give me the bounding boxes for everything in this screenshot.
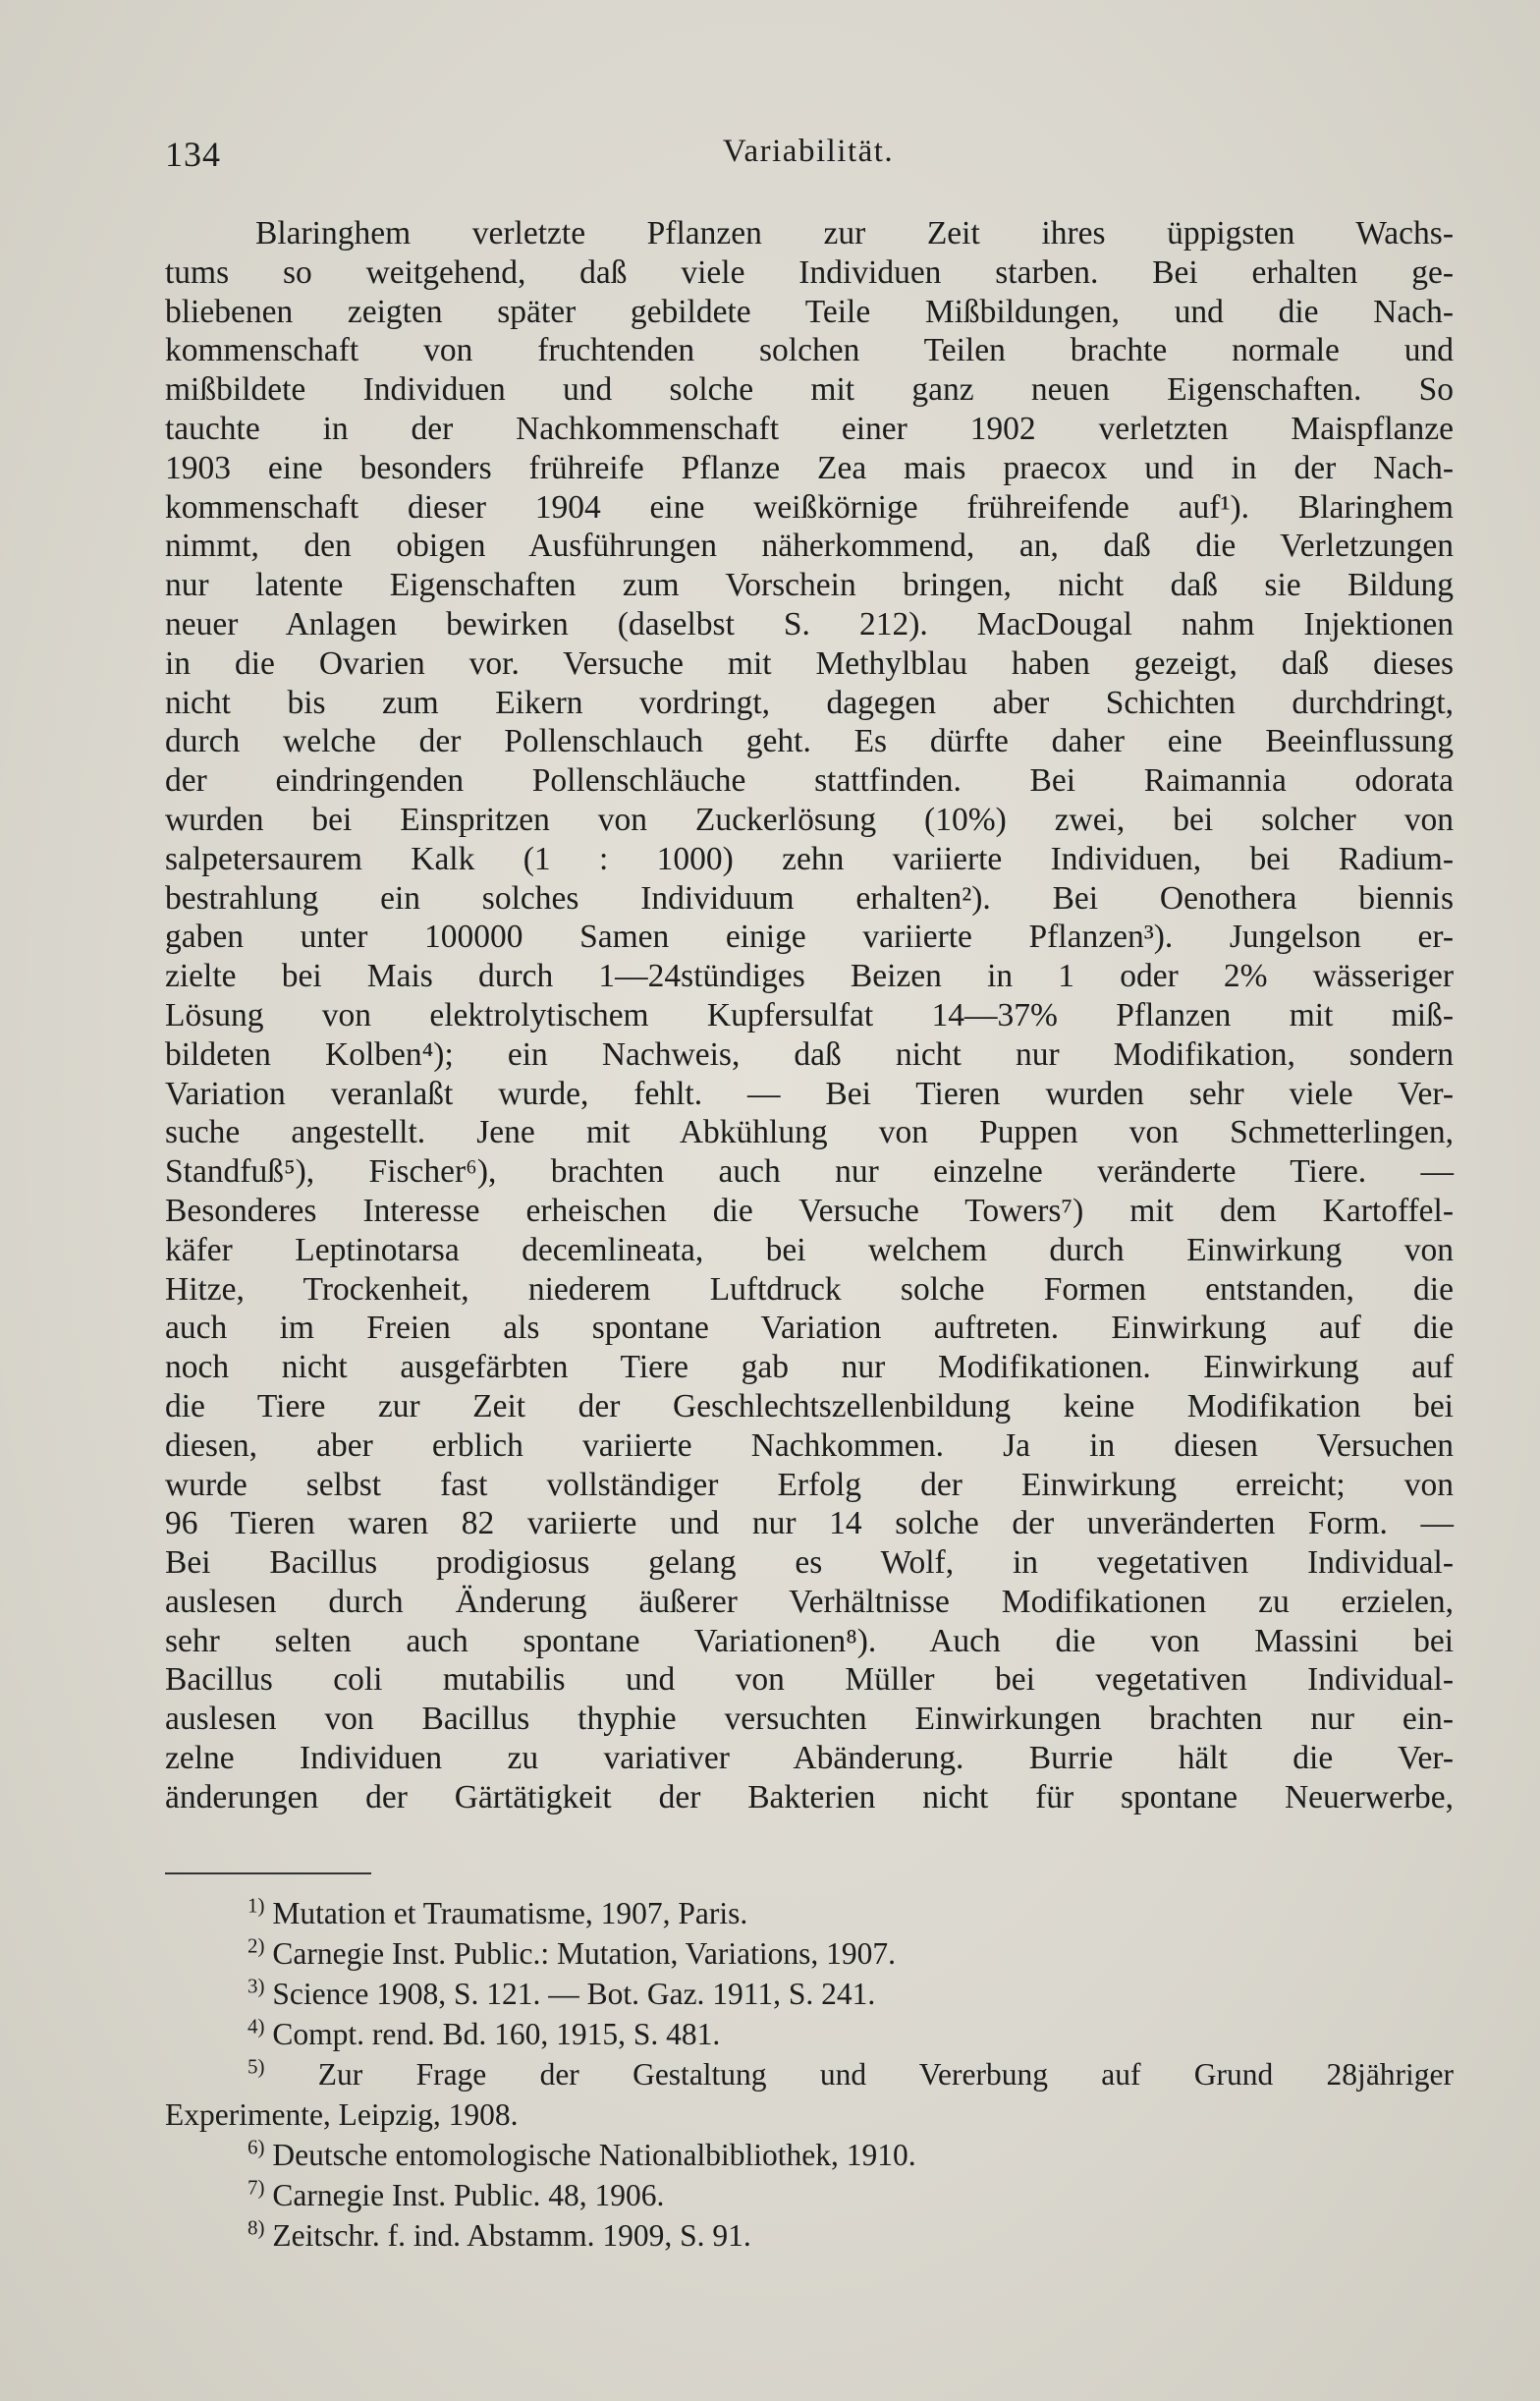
- text-line: Besonderes Interesse erheischen die Versuche Towers⁷) mit dem Kartoffel-: [165, 1192, 1454, 1229]
- footnote-5: [165, 2054, 1454, 2094]
- text-line: noch nicht ausgefärbten Tiere gab nur Modifikationen. Einwirkung auf: [165, 1349, 1454, 1386]
- footnote-text: Science 1908, S. 121. — Bot. Gaz. 1911, S. 241.: [272, 1977, 876, 2011]
- footnote-marker: 7): [248, 2175, 265, 2200]
- footnote-divider: [165, 1872, 371, 1874]
- footnote-text: Deutsche entomologische Nationalbibliothek, 1910.: [272, 2138, 916, 2172]
- text-line: bildeten Kolben⁴); ein Nachweis, daß nicht nur Modifikation, sondern: [165, 1035, 1454, 1073]
- footnote-text: Mutation et Traumatisme, 1907, Paris.: [272, 1896, 748, 1930]
- text-line: der eindringenden Pollenschläuche stattfinden. Bei Raimannia odorata: [165, 762, 1454, 800]
- footnote-marker: 4): [248, 2014, 265, 2038]
- footnote-marker: 3): [248, 1974, 265, 1998]
- text-line: wurde selbst fast vollständiger Erfolg der Einwirkung erreicht; von: [165, 1466, 1454, 1503]
- footnote-marker: 5): [248, 2054, 265, 2079]
- text-line: zielte bei Mais durch 1—24stündiges Beizen in 1 oder 2% wässeriger: [165, 958, 1454, 995]
- text-line: Lösung von elektrolytischem Kupfersulfat 14—37% Pflanzen mit miß-: [165, 996, 1454, 1033]
- text-line: kommenschaft von fruchtenden solchen Teilen brachte normale und: [165, 332, 1454, 369]
- text-line: auslesen von Bacillus thyphie versuchten Einwirkungen brachten nur ein-: [165, 1701, 1454, 1738]
- text-line: Blaringhem verletzte Pflanzen zur Zeit ihres üppigsten Wachs-: [255, 215, 1454, 251]
- text-line: auch im Freien als spontane Variation auftreten. Einwirkung auf die: [165, 1310, 1454, 1347]
- text-line: 1903 eine besonders frühreife Pflanze Zea mais praecox und in der Nach-: [165, 449, 1454, 486]
- footnote-7: [165, 2175, 1454, 2215]
- text-line: Hitze, Trockenheit, niederem Luftdruck solche Formen entstanden, die: [165, 1270, 1454, 1308]
- footnote-text: Experimente, Leipzig, 1908.: [165, 2097, 519, 2132]
- footnote-text: Carnegie Inst. Public.: Mutation, Variations, 1907.: [272, 1936, 896, 1971]
- text-line: Bacillus coli mutabilis und von Müller bei vegetativen Individual-: [165, 1661, 1454, 1699]
- footnote-text: Compt. rend. Bd. 160, 1915, S. 481.: [272, 2017, 721, 2051]
- text-line: suche angestellt. Jene mit Abkühlung von Puppen von Schmetterlingen,: [165, 1114, 1454, 1151]
- body-text: [165, 214, 1454, 1817]
- footnote-text: Zeitschr. f. ind. Abstamm. 1909, S. 91.: [272, 2218, 751, 2253]
- text-line: wurden bei Einspritzen von Zuckerlösung (10%) zwei, bei solcher von: [165, 801, 1454, 838]
- text-line: salpetersaurem Kalk (1 : 1000) zehn variierte Individuen, bei Radium-: [165, 840, 1454, 877]
- footnote-4: [165, 2014, 1454, 2054]
- footnote-marker: 8): [248, 2215, 265, 2240]
- text-line: mißbildete Individuen und solche mit ganz neuen Eigenschaften. So: [165, 371, 1454, 409]
- footnote-6: [165, 2135, 1454, 2175]
- text-line: auslesen durch Änderung äußerer Verhältnisse Modifikationen zu erzielen,: [165, 1583, 1454, 1620]
- text-line: Bei Bacillus prodigiosus gelang es Wolf, in vegetativen Individual-: [165, 1544, 1454, 1582]
- page-header: [165, 134, 1452, 183]
- text-line: tauchte in der Nachkommenschaft einer 1902 verletzten Maispflanze: [165, 410, 1454, 447]
- running-title: Variabilität.: [722, 134, 895, 169]
- footnote-3: [165, 1974, 1454, 2014]
- text-line: 96 Tieren waren 82 variierte und nur 14 solche der unveränderten Form. —: [165, 1505, 1454, 1542]
- text-line: sehr selten auch spontane Variationen⁸). Auch die von Massini bei: [165, 1622, 1454, 1659]
- page-number: 134: [165, 135, 221, 174]
- text-line: käfer Leptinotarsa decemlineata, bei welchem durch Einwirkung von: [165, 1231, 1454, 1268]
- footnote-2: [165, 1933, 1454, 1974]
- footnote-5-continuation: [165, 2094, 1454, 2135]
- text-line: zelne Individuen zu variativer Abänderung. Burrie hält die Ver-: [165, 1740, 1454, 1777]
- text-line: in die Ovarien vor. Versuche mit Methylblau haben gezeigt, daß dieses: [165, 644, 1454, 682]
- text-line: gaben unter 100000 Samen einige variierte Pflanzen³). Jungelson er-: [165, 919, 1454, 956]
- text-line: kommenschaft dieser 1904 eine weißkörnige frühreifende auf¹). Blaringhem: [165, 488, 1454, 526]
- footnotes: [165, 1893, 1454, 2256]
- text-line: bestrahlung ein solches Individuum erhalten²). Bei Oenothera biennis: [165, 879, 1454, 917]
- text-line: tums so weitgehend, daß viele Individuen starben. Bei erhalten ge-: [165, 253, 1454, 291]
- footnote-text: Zur Frage der Gestaltung und Vererbung auf Grund 28jähriger: [317, 2057, 1455, 2092]
- text-line: Standfuß⁵), Fischer⁶), brachten auch nur einzelne veränderte Tiere. —: [165, 1153, 1454, 1191]
- footnote-8: [165, 2215, 1454, 2256]
- text-line: die Tiere zur Zeit der Geschlechtszellenbildung keine Modifikation bei: [165, 1387, 1454, 1424]
- footnote-marker: 1): [248, 1893, 265, 1918]
- text-line: nimmt, den obigen Ausführungen näherkommend, an, daß die Verletzungen: [165, 528, 1454, 565]
- footnote-text: Carnegie Inst. Public. 48, 1906.: [272, 2178, 665, 2212]
- text-line: nicht bis zum Eikern vordringt, dagegen aber Schichten durchdringt,: [165, 684, 1454, 721]
- text-line: nur latente Eigenschaften zum Vorschein bringen, nicht daß sie Bildung: [165, 567, 1454, 604]
- text-line: Variation veranlaßt wurde, fehlt. — Bei Tieren wurden sehr viele Ver-: [165, 1075, 1454, 1112]
- footnote-1: [165, 1893, 1454, 1933]
- text-line: durch welche der Pollenschlauch geht. Es dürfte daher eine Beeinflussung: [165, 723, 1454, 760]
- text-line: änderungen der Gärtätigkeit der Bakterien nicht für spontane Neuerwerbe,: [165, 1778, 1454, 1815]
- footnote-marker: 6): [248, 2135, 265, 2159]
- footnote-marker: 2): [248, 1933, 265, 1958]
- text-line: neuer Anlagen bewirken (daselbst S. 212). MacDougal nahm Injektionen: [165, 605, 1454, 642]
- text-line: diesen, aber erblich variierte Nachkommen. Ja in diesen Versuchen: [165, 1426, 1454, 1464]
- text-line: bliebenen zeigten später gebildete Teile Mißbildungen, und die Nach-: [165, 293, 1454, 330]
